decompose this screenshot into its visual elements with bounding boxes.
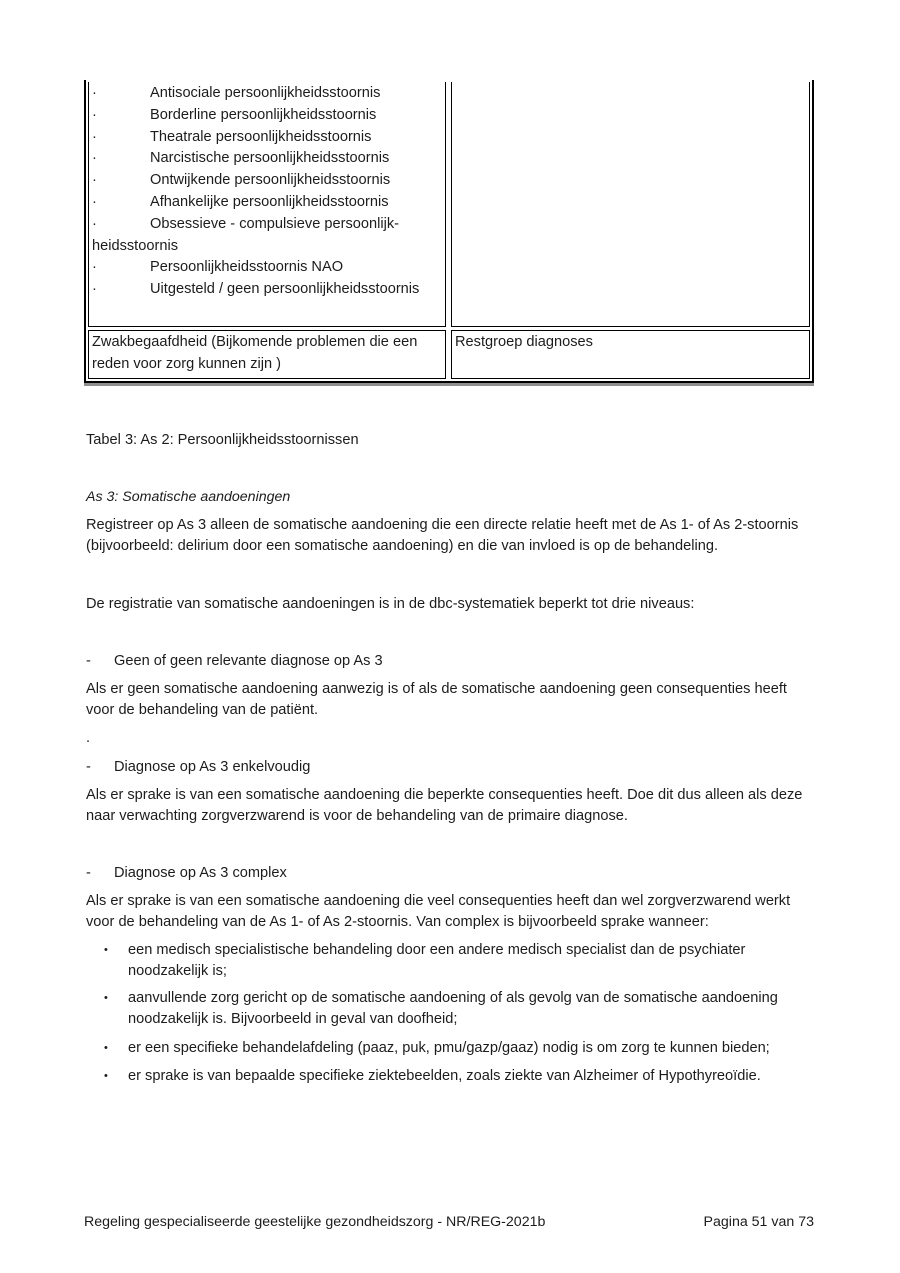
table-list-item-text: Obsessieve - compulsieve persoonlijkheidsstoornis <box>92 215 400 254</box>
table-list-item-text: Theatrale persoonlijkheidsstoornis <box>150 128 372 145</box>
bullet-icon: · <box>92 172 97 189</box>
level-item-label: Geen of geen relevante diagnose op As 3 <box>114 652 383 669</box>
complex-bullet-text: er een specifieke behandelafdeling (paaz, puk, pmu/gazp/gaaz) nodig is om zorg te kunnen bieden; <box>128 1039 770 1056</box>
paragraph-as3-intro: Registreer op As 3 alleen de somatische aandoening die een directe relatie heeft met de As 1- of As 2-stoornis (bijvoorbeeld: delirium door een somatische aandoening) en die van invloed is op de behandeling. <box>86 516 799 554</box>
table-list-item <box>92 192 442 214</box>
dash-icon: - <box>86 864 91 881</box>
level-item-label: Diagnose op As 3 enkelvoudig <box>114 758 311 775</box>
stray-dot: . <box>86 729 91 746</box>
level-item-complex <box>86 863 814 884</box>
complex-bullet-text: er sprake is van bepaalde specifieke ziektebeelden, zoals ziekte van Alzheimer of Hypothyreoïdie. <box>128 1067 761 1084</box>
table-list-item-text: Uitgesteld / geen persoonlijkheidsstoornis <box>150 281 420 298</box>
paragraph-level-complex: Als er sprake is van een somatische aandoening die veel consequenties heeft dan wel zorgverzwarend werkt voor de behandeling van de As 1- of As 2-stoornis. Van complex is bijvoorbeeld sprake wanneer: <box>86 892 791 930</box>
table-list-item-text: Ontwijkende persoonlijkheidsstoornis <box>150 172 391 189</box>
footer-document-title: Regeling gespecialiseerde geestelijke gezondheidszorg - NR/REG-2021b <box>84 1214 546 1230</box>
table-list-item-text: Narcistische persoonlijkheidsstoornis <box>150 150 390 167</box>
bullet-icon: · <box>92 281 97 298</box>
bullet-icon: · <box>92 106 97 123</box>
bullet-icon: • <box>104 991 108 1004</box>
table-list-item <box>92 214 442 258</box>
bullet-icon: · <box>92 193 97 210</box>
complex-bullet-item <box>104 1038 810 1059</box>
paragraph-levels-intro: De registratie van somatische aandoeningen is in de dbc-systematiek beperkt tot drie niveaus: <box>86 595 695 612</box>
table-list-item <box>92 83 442 105</box>
table-list-item <box>92 170 442 192</box>
table-cell-restgroep: Restgroep diagnoses <box>451 330 810 379</box>
paragraph-level-enkelvoudig: Als er sprake is van een somatische aandoening die beperkte consequenties heeft. Doe dit dus alleen als deze naar verwachting zorgverzwarend is voor de behandeling van de primaire diagnose. <box>86 786 803 824</box>
complex-bullet-item <box>104 1066 810 1087</box>
paragraph-level-geen: Als er geen somatische aandoening aanwezig is of als de somatische aandoening geen consequenties heeft voor de behandeling van de patiënt. <box>86 680 787 718</box>
table-list-item-text: Antisociale persoonlijkheidsstoornis <box>150 85 381 101</box>
complex-bullet-text: een medisch specialistische behandeling door een andere medisch specialist dan de psychiater noodzakelijk is; <box>128 941 746 979</box>
diagnosis-table <box>84 80 814 383</box>
complex-bullet-item <box>104 988 810 1030</box>
bullet-icon: · <box>92 150 97 167</box>
page-content <box>84 80 814 1087</box>
level-item-enkelvoudig <box>86 757 814 778</box>
section-heading-as3: As 3: Somatische aandoeningen <box>86 488 291 505</box>
level-item-label: Diagnose op As 3 complex <box>114 864 287 881</box>
bullet-icon: • <box>104 1041 108 1054</box>
table-cell-personality-disorder-list <box>88 82 446 327</box>
bullet-icon: · <box>92 259 97 276</box>
table-list-item <box>92 279 442 301</box>
bullet-icon: · <box>92 85 97 101</box>
table-list-item <box>92 127 442 149</box>
dash-icon: - <box>86 758 91 775</box>
footer-page-number: Pagina 51 van 73 <box>703 1214 814 1230</box>
table-list-item-text: Persoonlijkheidsstoornis NAO <box>150 259 344 276</box>
complex-bullet-item <box>104 940 810 982</box>
table-caption: Tabel 3: As 2: Persoonlijkheidsstoornissen <box>86 431 359 448</box>
table-cell-zwakbegaafdheid: Zwakbegaafdheid (Bijkomende problemen die een reden voor zorg kunnen zijn ) <box>88 330 446 379</box>
level-item-geen <box>86 651 814 672</box>
table-list-item-text: Afhankelijke persoonlijkheidsstoornis <box>150 193 389 210</box>
complex-bullet-text: aanvullende zorg gericht op de somatische aandoening of als gevolg van de somatische aandoening noodzakelijk is. Bijvoorbeeld in geval van doofheid; <box>128 989 778 1027</box>
bullet-icon: • <box>104 1069 108 1082</box>
dash-icon: - <box>86 652 91 669</box>
bullet-icon: · <box>92 128 97 145</box>
table-list-item-text: Borderline persoonlijkheidsstoornis <box>150 106 377 123</box>
table-list-item <box>92 257 442 279</box>
table-list-item <box>92 148 442 170</box>
bullet-icon: • <box>104 943 108 956</box>
table-list-item <box>92 105 442 127</box>
table-cell-empty <box>451 82 810 327</box>
bullet-icon: · <box>92 215 97 232</box>
page-footer <box>84 1212 814 1232</box>
